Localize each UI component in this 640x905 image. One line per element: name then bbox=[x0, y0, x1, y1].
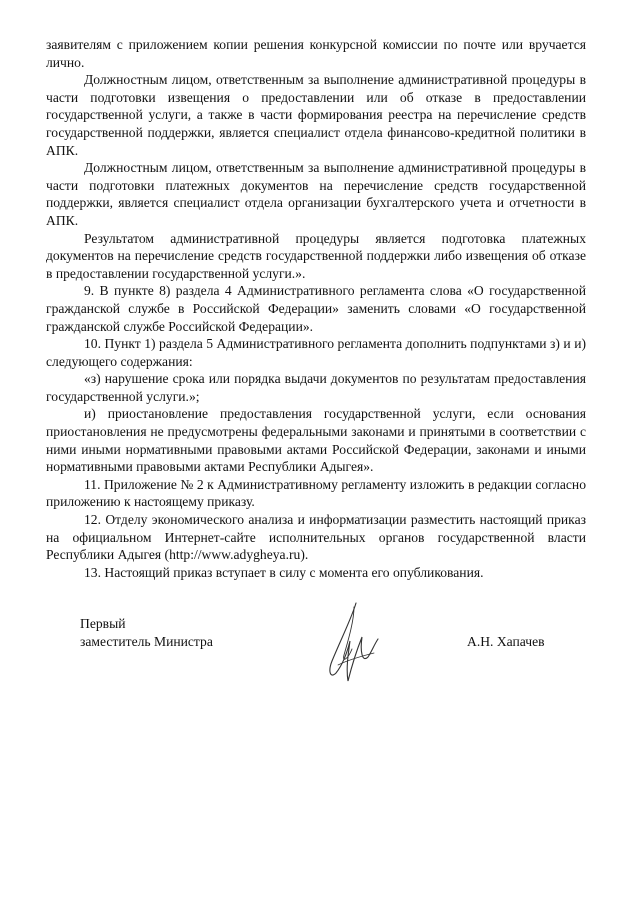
document-body bbox=[46, 36, 586, 581]
position-line-2: заместитель Министра bbox=[80, 634, 213, 649]
paragraph-item-10: 10. Пункт 1) раздела 5 Административного регламента дополнить подпунктами з) и и) следующего содержания: bbox=[46, 336, 586, 369]
paragraph-subitem-z: «з) нарушение срока или порядка выдачи документов по результатам предоставления государственной услуги.»; bbox=[46, 371, 586, 404]
position-line-1: Первый bbox=[80, 616, 126, 631]
paragraph-continuation: заявителям с приложением копии решения конкурсной комиссии по почте или вручается лично. bbox=[46, 37, 586, 70]
paragraph-result: Результатом административной процедуры является подготовка платежных документов на перечисление средств государственной поддержки либо извещения об отказе в предоставлении государственной услуги.». bbox=[46, 230, 586, 281]
paragraph-item-9: 9. В пункте 8) раздела 4 Административного регламента слова «О государственной гражданской службе в Российской Федерации» заменить словами «О государственной гражданской службе Российской Федерации». bbox=[46, 283, 586, 334]
paragraph-item-13: 13. Настоящий приказ вступает в силу с момента его опубликования. bbox=[84, 564, 484, 580]
signatory-position bbox=[80, 615, 213, 651]
paragraph-item-12: 12. Отделу экономического анализа и информатизации разместить настоящий приказ на официальном Интернет-сайте исполнительных органов государственной власти Республики Адыгея (http://www.adygheya.ru). bbox=[46, 512, 586, 563]
paragraph-item-11: 11. Приложение № 2 к Административному регламенту изложить в редакции согласно приложению к настоящему приказу. bbox=[46, 476, 586, 510]
signatory-name: А.Н. Хапачев bbox=[467, 634, 545, 649]
paragraph-official-payments: Должностным лицом, ответственным за выполнение административной процедуры в части подготовки платежных документов на перечисление средств государственной поддержки, является специалист отдела организации бухгалтерского учета и отчетности в АПК. bbox=[46, 160, 586, 228]
paragraph-subitem-i: и) приостановление предоставления государственной услуги, если основания приостановления не предусмотрены федеральными законами и принятыми в соответствии с ними иными нормативными правовыми актами Российской Федерации, законами и иными нормативными правовыми актами Республики Адыгея». bbox=[46, 406, 586, 475]
handwritten-signature-icon bbox=[318, 599, 388, 689]
signature-block bbox=[80, 615, 560, 695]
paragraph-official-notice: Должностным лицом, ответственным за выполнение административной процедуры в части подготовки извещения о предоставлении или об отказе в предоставлении государственной услуги, а также в части формирования реестра на перечисление средств государственной поддержки, является специалист отдела финансово-кредитной политики в АПК. bbox=[46, 72, 586, 158]
